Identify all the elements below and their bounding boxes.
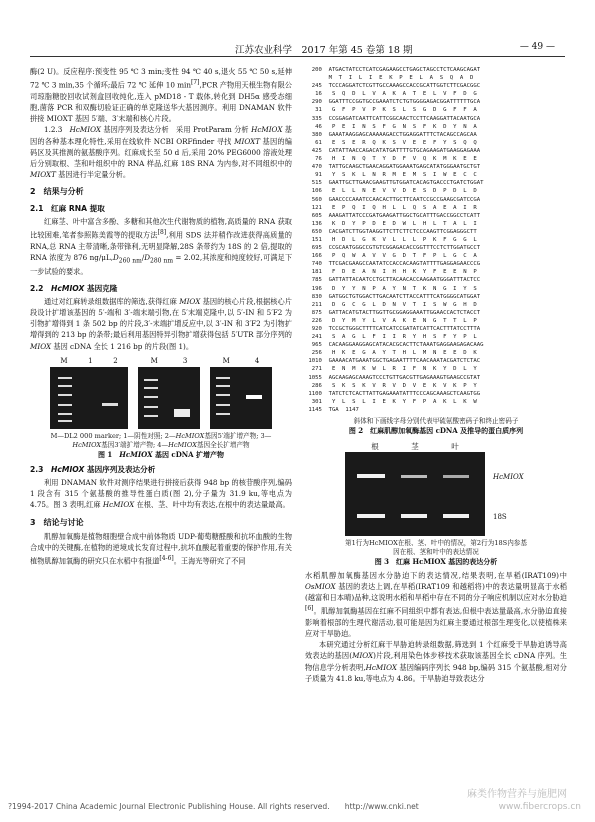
fig3-note: 第1行为HcMIOX在根、茎、叶中的情况，第2行为18S内参基因在根、茎和叶中的表达情况 <box>345 539 527 556</box>
fig3-lane-stem: 茎 <box>411 441 419 451</box>
fig1-lane-label: M <box>60 356 68 365</box>
section-2-2-heading: 2.2 HcMIOX 基因克隆 <box>30 283 118 293</box>
section-3-paragraph: 肌醇加氧酶是植物细胞壁合成中前体物质 UDP-葡萄糖醛酸和抗坏血酸的生物合成中的关键酶,在植物的逆境成长发育过程中,抗坏血酸起着重要的保护作用,有关植物肌醇加氧酶的研究只在水稻中有报道[4-6]。王海光等研究了不同 <box>30 531 292 566</box>
sequence-line: 740 TTCGACGAAGCCAATATCCACCACAAGTATTTTGAGGAGAACCCG <box>305 261 481 268</box>
section-2-heading: 2 结果与分析 <box>30 187 84 197</box>
sequence-line: 196 D Y Y N P A Y N T K N G I Y S <box>305 285 477 292</box>
sequence-line: 211 D G C G L D N V T I S W G H D <box>305 301 477 308</box>
sequence-line: 335 CCGGAGATCAATTCATTCGGCAACTCCTTCAAGGATTACAATGCA <box>305 115 481 122</box>
section-2-1-paragraph: 红麻茎、叶中富含多酚、多糖和其他次生代谢物质的植物,高质量的 RNA 获取比较困难,笔者参照陈美霞等的提取方法[8],利用 SDS 法并稍作改进获得高质量的 RNA,总 RNA 主带清晰,条带锋利,无明显降解,28S 条带约为 18S 的 2 倍,提取的 RNA 浓度为 876 $ng/\mu L,D_{260 nm}/D_{280 nm} = 2.02$,其浓度和纯度较好,可满足下一步试验的要求。 <box>30 216 293 277</box>
sequence-line: 286 S K S K V R V D V E K V K P Y <box>305 382 477 389</box>
journal-title: 江苏农业科学 2017 年第 45 卷第 18 期 <box>235 45 413 56</box>
section-2-3-paragraph: 利用 DNAMAN 软件对测序结果进行拼接后获得 948 bp 的核苷酸序列,编码 1 段含有 315 个氨基酸的推导性蛋白质(图 2),分子量为 31.9 ku,等电点为 4.75。图 3 表明,红麻 HcMIOX 在根、茎、叶中均有表达,在根中的表达量最高。 <box>30 477 292 510</box>
running-header <box>30 40 565 57</box>
sequence-line: 91 Y S K L N R M E M S I W E C C <box>305 172 477 179</box>
fig3-band-hcmiox-label: HcMIOX <box>493 473 524 482</box>
sequence-line: 290 GGATTTCCGGTGCCGAAATCTCTGTGGGGAGACGGATTTTTTGCA <box>305 99 481 106</box>
sequence-line: 380 GAAATAAGGAGCAAAAAGACCTGGAGGATTTCTACAGCCAGCAA <box>305 131 477 138</box>
page-number: — 49 — <box>519 42 555 52</box>
watermark-line-1: 麻类作物营养与施肥网 <box>467 789 567 800</box>
sequence-line: 695 CCGCAATGGGCCGTGTCGGAGACACCGGTTTCCTCTTGGATGCCT <box>305 245 481 252</box>
fig3-band-18s-label: 18S <box>493 513 507 522</box>
sequence-line: 166 P Q W A V V G D T F P L G C A <box>305 253 477 260</box>
fig3-lane-root: 根 <box>371 441 379 451</box>
sequence-line: 226 D Y M Y L V A K E N G T T L P <box>305 317 477 324</box>
sequence-block <box>305 66 567 414</box>
sequence-line: 61 E S E R Q K S V E E F Y S Q Q <box>305 139 477 146</box>
fig3-caption: 图 3 红麻 HcMIOX 基因的表达分析 <box>374 556 498 566</box>
sequence-line: 121 E P Q I Q H L L Q S A E A I R <box>305 204 477 211</box>
method-pcr-paragraph: 酶(2 U)。反应程序:预变性 95 ℃ 3 min;变性 94 ℃ 40 s,退火 55 ℃ 50 s,延伸 72 ℃ 3 min,35 个循环;最后 72 ℃ 延伸 10 min[7],PCR 产物用天根生物有限公司琼脂糖胶回收试剂盒回收纯化,连入 pMD18 - T 载体,转化到 DH5α 感受态细胞,菌落 PCR 和双酶切验证正确的单克隆送华大基因测序。利用 DNAMAN 软件拼接 MIOXT 基因 5′端、3′末端和核心片段。 <box>30 67 292 124</box>
sequence-line: 136 K D Y P D E D W L H L T A L I <box>305 220 477 227</box>
sequence-line: 920 TCCGCTGGGCTTTTCATCATCCGATATCATTCACTTTATCCTTTA <box>305 326 481 332</box>
fig1-gel-panel-1 <box>50 367 128 429</box>
sequence-line: 1055 AGCAAGAGCAAAGTCCCTGTTGACGTTGAGAAAGTGAAGCCGTAT <box>305 374 481 381</box>
sequence-line: M T I L I E K P E L A S Q A D <box>305 75 474 82</box>
right-column <box>305 66 567 684</box>
gel-bands-svg <box>210 367 272 429</box>
sequence-line: 200 ATGACTATCCTCATCGAGAAGCCTGAGCTAGCCTCTCAAGCAGAT <box>305 67 481 73</box>
sequence-line: 1010 GAAAACATGAAATGGCTGAGAATTTTCAACAAATACGATCTCTAC <box>305 358 481 365</box>
sequence-line: 241 S A G L F I I R Y H S F Y P L <box>305 334 477 341</box>
figure-3 <box>305 441 567 566</box>
sequence-line: 301 Y L S L I E K Y F P A K L K W <box>305 398 477 405</box>
section-2-3-heading: 2.3 HcMIOX 基因序列及表达分析 <box>30 464 156 474</box>
sequence-line: 245 TCCCAGGATCTCGTTGCCAAAGCCACCGCATTGGTCTTCGACGGC <box>305 83 481 90</box>
fig1-lane-label: 3 <box>182 356 188 365</box>
sequence-line: 605 AAAGATTATCCCGATGAAGATTGGCTGCATTTGACCGGCCTCATT <box>305 212 481 219</box>
sequence-line: 875 GATTACATGTACTTGGTTGCGGAGGAAATTGGAACCACTCTACCT <box>305 309 481 316</box>
gel-bands-svg <box>345 452 485 536</box>
sequence-line: 76 H I N Q T Y D F V Q K M K E E <box>305 156 477 163</box>
sequence-line: 106 E L L N E V V D E S D P D L D <box>305 188 477 195</box>
fig3-gel <box>345 452 485 536</box>
sequence-line: 31 G F P V P K S L S G D G F F A <box>305 107 477 114</box>
fig1-gel-panel-3 <box>210 367 272 429</box>
gel-bands-svg <box>50 367 128 429</box>
section-1-2-3: 1.2.3 HcMIOX 基因序列及表达分析 采用 ProtParam 分析 HcMIOX 基因的各种基本理化特性,采用在线软件 NCBI ORFfinder 寻找 MIOXT 基因的编码区及其推测的氨基酸序列。红麻成长至 50 d 后,采用 20% PEG6000 溶液处理后分别取根、茎和叶组织中的 RNA 样品,红麻 18S RNA 为内参,对不同组织中的 MIOXT 基因进行半定量分析。 <box>30 125 292 180</box>
sequence-line: 830 GATGGCTGTGGACTTGACAATCTTACCATTTCATGGGGCATGGAT <box>305 293 481 300</box>
section-2-2-paragraph: 通过对红麻转录组数据库的筛选,获得红麻 MIOX 基因的核心片段,根据核心片段设计扩增该基因的 5′-端和 3′-端末端引物,在 5′末端克隆中,以 5′-IN 和 5′F2 为引物扩增得到 1 条 502 bp 的片段,3′-末端扩增反应中,以 3′-IN 和 3′F2 为引物扩增得到的 213 bp 的条带;最后利用基因特异引物扩增获得包括 5′UTR 部分序列的 MIOX 基因 cDNA 全长 1 216 bp 的片段(图 1)。 <box>30 296 292 351</box>
fig1-gel-panel-2 <box>138 367 200 429</box>
discussion-paragraph-2: 本研究通过分析红麻干旱胁迫转录组数据,筛选到 1 个红麻受干旱胁迫诱导高效表达的基因(MIOX)片段,利用染色体步移技术获取该基因全长 cDNA 序列。生物信息学分析表明,HcMIOX 基因编码序列长 948 bp,编码 315 个氨基酸,相对分子质量为 41.8 ku,等电点为 4.86。干旱胁迫导致表达分 <box>305 640 567 683</box>
discussion-paragraph-1: 水稻肌醇加氧酶基因水分胁迫下的表达情况,结果表明,在旱稻(IRAT109)中 OsMIOX 基因的表达上调,在旱稻(IRAT109 和越稻将)中的表达量明显高于水稻(越富和日本晴)品种,这说明水稻和旱稻中存在不同的分子响应机制以应对水分胁迫[6]。肌醇加氧酶基因在红麻不同组织中都有表达,但根中表达量最高,水分胁迫直接影响着根部的生理代谢活动,很可能是因为红麻主要通过根部生理变化,以使植株来应对干旱胁迫。 <box>305 570 567 639</box>
section-2-1-heading: 2.1 红麻 RNA 提取 <box>30 203 105 213</box>
fig1-lane-label: 4 <box>254 356 260 365</box>
fig1-caption: 图 1 HcMIOX 基因 cDNA 扩增产物 <box>97 449 225 459</box>
gel-bands-svg <box>138 367 200 429</box>
sequence-line: 46 P E I N S F G N S F K D Y N A <box>305 123 477 130</box>
sequence-line: 256 H K E G A Y T H L M N E E D K <box>305 350 477 357</box>
fig2-caption: 图 2 红麻肌醇加氧酶基因 cDNA 及推导的蛋白质序列 <box>348 425 524 435</box>
sequence-line: 785 GATTATTACAATCCTGCTTACAACACCAAGAATGGGATTTACTCC <box>305 277 481 284</box>
figure-1 <box>30 356 292 459</box>
left-column <box>30 66 292 567</box>
fig2-note: 斜体和下画线字母分别代表甲硫氨酸密码子和终止密码子 <box>353 417 519 426</box>
sequence-line: 271 E N M K W L R I F N K Y D L Y <box>305 366 477 373</box>
fig3-lane-leaf: 叶 <box>451 441 459 451</box>
sequence-line: 425 CATATTAACCAGACATATGATTTTGTGCAGAAGATGAAGGAGAAA <box>305 147 481 154</box>
sequence-line: 560 GAACCCCAAATCCAACACTTGCTTCAATCCGCCGAAGCGATCCGA <box>305 196 481 203</box>
sequence-line: 650 CACGATCTTGGTAAGGTTCTTCTTCTCCCAAGTTCGGAGGGCTT <box>305 228 477 235</box>
fig1-lane-label: 1 <box>88 356 93 365</box>
watermark-line-2: www.fibercrops.cn <box>498 802 581 812</box>
fig1-lane-label: M <box>222 356 230 365</box>
sequence-line: 181 F D E A N I H H K Y F E E N P <box>305 269 477 276</box>
section-3-heading: 3 结论与讨论 <box>30 517 84 527</box>
sequence-line: 965 CACAAGGAAGGAGCATACACGCACTTCTAAATGAGGAAGAGACAAG <box>305 342 484 349</box>
sequence-line: 151 H D L G K V L L L P K F G G L <box>305 236 477 243</box>
sequence-line: 1100 TATCTCTCACTTATTGAGAAATATTTCCCAGCAAAGCTCAAGTGG <box>305 390 481 397</box>
sequence-line: 470 TATTGCAAGCTGAACAGGATGGAAATGAGCATATGGGAATGCTGT <box>305 164 481 171</box>
copyright-footer: ?1994-2017 China Academic Journal Electronic Publishing House. All rights reserved. http://www.cnki.net <box>8 802 419 811</box>
fig1-lane-label: 2 <box>113 356 118 365</box>
fig1-legend: M—DL2 000 marker; 1—阴性对照; 2—HcMIOX基因5′端扩增产物; 3—HcMIOX基因3′端扩增产物; 4—HcMIOX基因全长扩增产物 <box>50 432 272 449</box>
figure-2 <box>305 66 567 435</box>
sequence-line: 1145 TGA 1147 <box>305 406 359 413</box>
sequence-line: 515 GAATTGCTTGAACGAAGTTGTGGATCACAGTGACCCTGATCTGGAT <box>305 180 484 187</box>
fig1-lane-label: M <box>150 356 158 365</box>
sequence-line: 16 S Q D L V A K A T E L V F D G <box>305 91 477 98</box>
